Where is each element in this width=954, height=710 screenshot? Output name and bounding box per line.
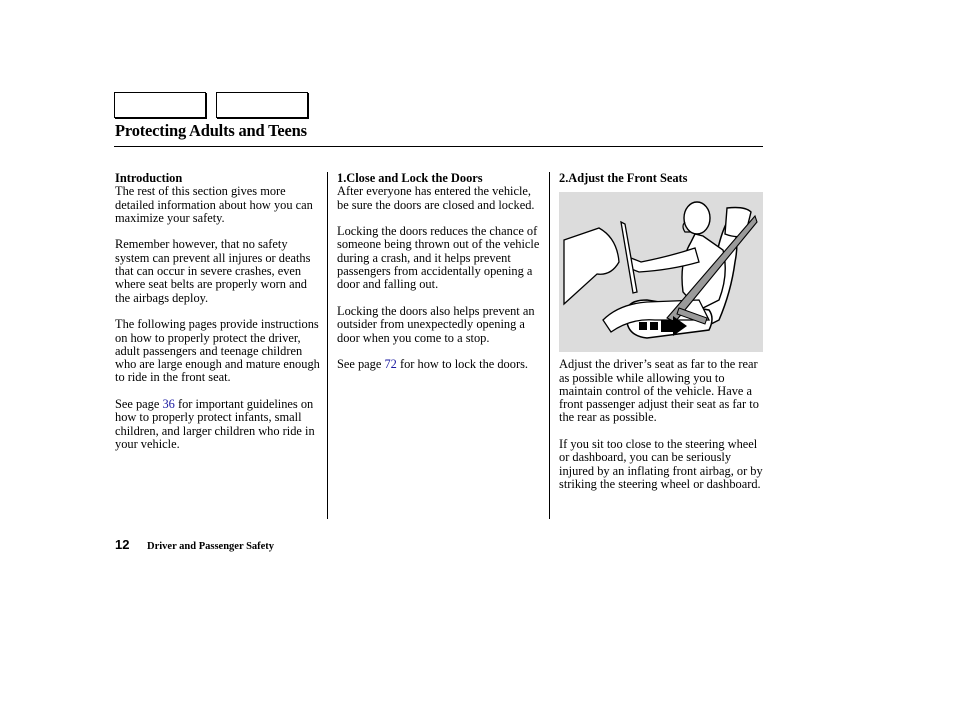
text: for how to lock the doors. — [396, 357, 528, 372]
paragraph — [115, 398, 325, 451]
paragraph: After everyone has entered the vehicle, be sure the doors are closed and locked. — [337, 184, 535, 212]
section-heading: Introduction — [115, 171, 183, 185]
seated-driver-illustration-icon — [559, 192, 763, 352]
title-divider — [114, 146, 763, 147]
column-close-lock-doors — [337, 172, 543, 385]
paragraph: The rest of this section gives more detailed information about how you can maximize your safety. — [115, 184, 313, 225]
paragraph — [337, 358, 543, 371]
column-introduction — [115, 172, 325, 465]
nav-button-next[interactable] — [216, 92, 308, 118]
page-link-72[interactable]: 72 — [384, 357, 397, 372]
paragraph: Locking the doors also helps prevent an outsider from unexpectedly opening a door when you come to a stop. — [337, 303, 535, 345]
column-divider — [549, 172, 550, 519]
text: See page — [337, 357, 385, 372]
column-divider — [327, 172, 328, 519]
paragraph: Remember however, that no safety system can prevent all injures or deaths that can occur in severe crashes, even where seat belts are properly worn and the airbags deploy. — [115, 237, 311, 305]
page-number: 12 — [115, 537, 130, 552]
paragraph: Locking the doors reduces the chance of someone being thrown out of the vehicle during a crash, and it helps prevent passengers from accidentally opening a door and falling out. — [337, 224, 540, 292]
nav-button-previous[interactable] — [114, 92, 206, 118]
section-footer: Driver and Passenger Safety — [147, 541, 275, 552]
section-heading: 1.Close and Lock the Doors — [337, 171, 483, 185]
text: See page — [115, 397, 163, 412]
text: for important guidelines on how to properly protect infants, small children, and larger children who ride in your vehicle. — [115, 397, 315, 451]
paragraph: Adjust the driver’s seat as far to the rear as possible while allowing you to maintain control of the vehicle. Have a front passenger adjust their seat as far to the rear as possible. — [559, 357, 759, 425]
section-heading: 2.Adjust the Front Seats — [559, 171, 688, 185]
page-link-36[interactable]: 36 — [162, 397, 175, 412]
paragraph: If you sit too close to the steering wheel or dashboard, you can be seriously injured by an inflating front airbag, or by striking the steering wheel or dashboard. — [559, 437, 763, 491]
page-title: Protecting Adults and Teens — [115, 121, 307, 140]
column-adjust-front-seats — [559, 172, 765, 505]
paragraph: The following pages provide instructions on how to properly protect the driver, adult passengers and teenage children who are large enough and mature enough to ride in the front seat. — [115, 317, 320, 385]
